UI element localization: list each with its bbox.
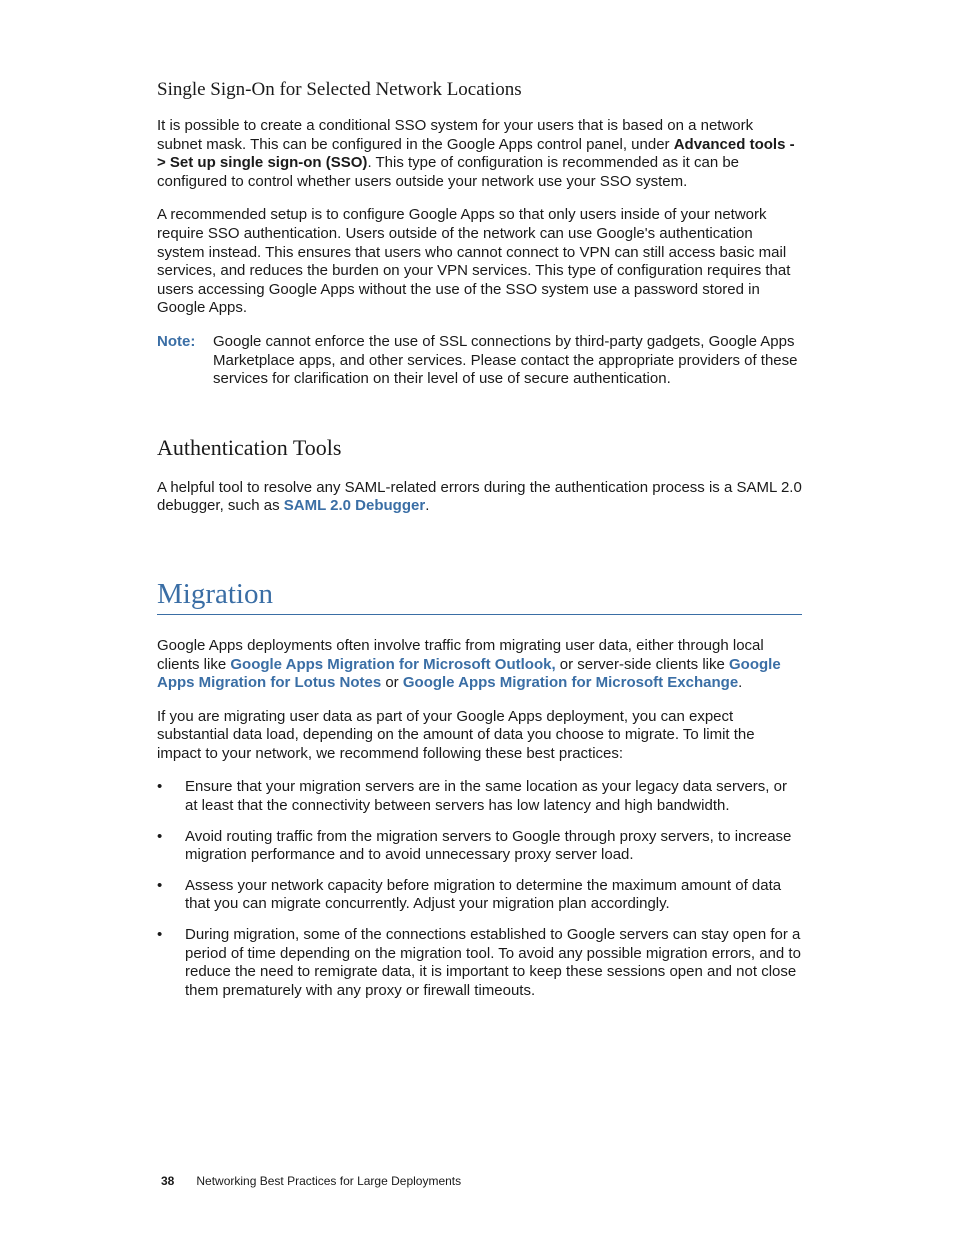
- migration-p1-text-c: or: [381, 674, 403, 692]
- bullet-icon: •: [157, 876, 163, 894]
- list-item: [157, 828, 802, 865]
- best-practices-list: [157, 778, 802, 1000]
- list-item: [157, 926, 802, 1000]
- page-footer: [161, 1174, 461, 1188]
- bullet-icon: •: [157, 778, 163, 796]
- exchange-migration-link[interactable]: Google Apps Migration for Microsoft Exchange: [402, 674, 739, 692]
- sso-note: [157, 333, 802, 389]
- migration-heading: Migration: [157, 577, 802, 615]
- bullet-icon: •: [157, 827, 163, 845]
- auth-tools-text-a: A helpful tool to resolve any SAML-related errors during the authentication process is a SAML 2.0 debugger, such as: [157, 478, 802, 515]
- migration-p1-text-b: or server-side clients like: [555, 655, 730, 673]
- list-item-text: During migration, some of the connections established to Google servers can stay open for a period of time depending on the migration tool. To avoid any possible migration errors, and to reduce the need to remigrate data, it is important to keep these sessions open and not close them prematurely with any proxy or firewall timeouts.: [185, 926, 801, 999]
- sso-heading: Single Sign-On for Selected Network Locations: [157, 79, 522, 100]
- outlook-migration-link[interactable]: Google Apps Migration for Microsoft Outlook,: [230, 655, 556, 673]
- auth-tools-heading: Authentication Tools: [157, 434, 342, 460]
- page-content: [157, 78, 802, 1012]
- list-item-text: Assess your network capacity before migration to determine the maximum amount of data that you can migrate concurrently. Adjust your migration plan accordingly.: [185, 876, 782, 913]
- saml-debugger-link[interactable]: SAML 2.0 Debugger: [283, 497, 426, 515]
- auth-tools-text-b: .: [425, 497, 430, 515]
- sso-p1-text-a: It is possible to create a conditional SSO system for your users that is based on a network subnet mask. This can be configured in the Google Apps control panel, under: [157, 117, 754, 153]
- note-label: Note:: [157, 332, 196, 350]
- list-item-text: Ensure that your migration servers are in the same location as your legacy data servers, or at least that the connectivity between servers has low latency and high bandwidth.: [185, 778, 787, 815]
- sso-paragraph-2: A recommended setup is to configure Google Apps so that only users inside of your network require SSO authentication. Users outside of the network can use Google's authentication system instead. This ensures that users who cannot connect to VPN can still access basic mail services, and reduces the burden on your VPN services. This type of configuration requires that users accessing Google Apps without the use of the SSO system use a password stored in Google Apps.: [157, 206, 791, 317]
- footer-doc-title: Networking Best Practices for Large Deployments: [196, 1174, 462, 1188]
- migration-p1-text-d: .: [738, 674, 743, 692]
- bullet-icon: •: [157, 926, 163, 944]
- list-item: [157, 877, 802, 914]
- migration-paragraph-1: [157, 637, 802, 693]
- migration-paragraph-2: If you are migrating user data as part of your Google Apps deployment, you can expect substantial data load, depending on the amount of data you choose to migrate. To limit the impact to your network, we recommend following these best practices:: [157, 707, 755, 762]
- sso-p1-text-b: . This type of configuration is recommended as it can be configured to control whether users outside your network use your SSO system.: [157, 154, 740, 190]
- migration-p1-text-a: Google Apps deployments often involve traffic from migrating user data, either through local clients like: [157, 636, 764, 673]
- sso-paragraph-1: [157, 117, 802, 191]
- sso-p1-menu-path: Advanced tools -> Set up single sign-on (SSO): [157, 135, 795, 172]
- page-number: 38: [161, 1174, 175, 1188]
- auth-tools-paragraph: [157, 479, 802, 516]
- note-text: Google cannot enforce the use of SSL connections by third-party gadgets, Google Apps Marketplace apps, and other services. Please contact the appropriate providers of these services for clarification on their level of use of secure authentication.: [213, 332, 798, 388]
- list-item-text: Avoid routing traffic from the migration servers to Google through proxy servers, to increase migration performance and to avoid unnecessary proxy server load.: [185, 827, 792, 864]
- lotus-notes-migration-link[interactable]: Google Apps Migration for Lotus Notes: [157, 655, 781, 692]
- list-item: [157, 778, 802, 815]
